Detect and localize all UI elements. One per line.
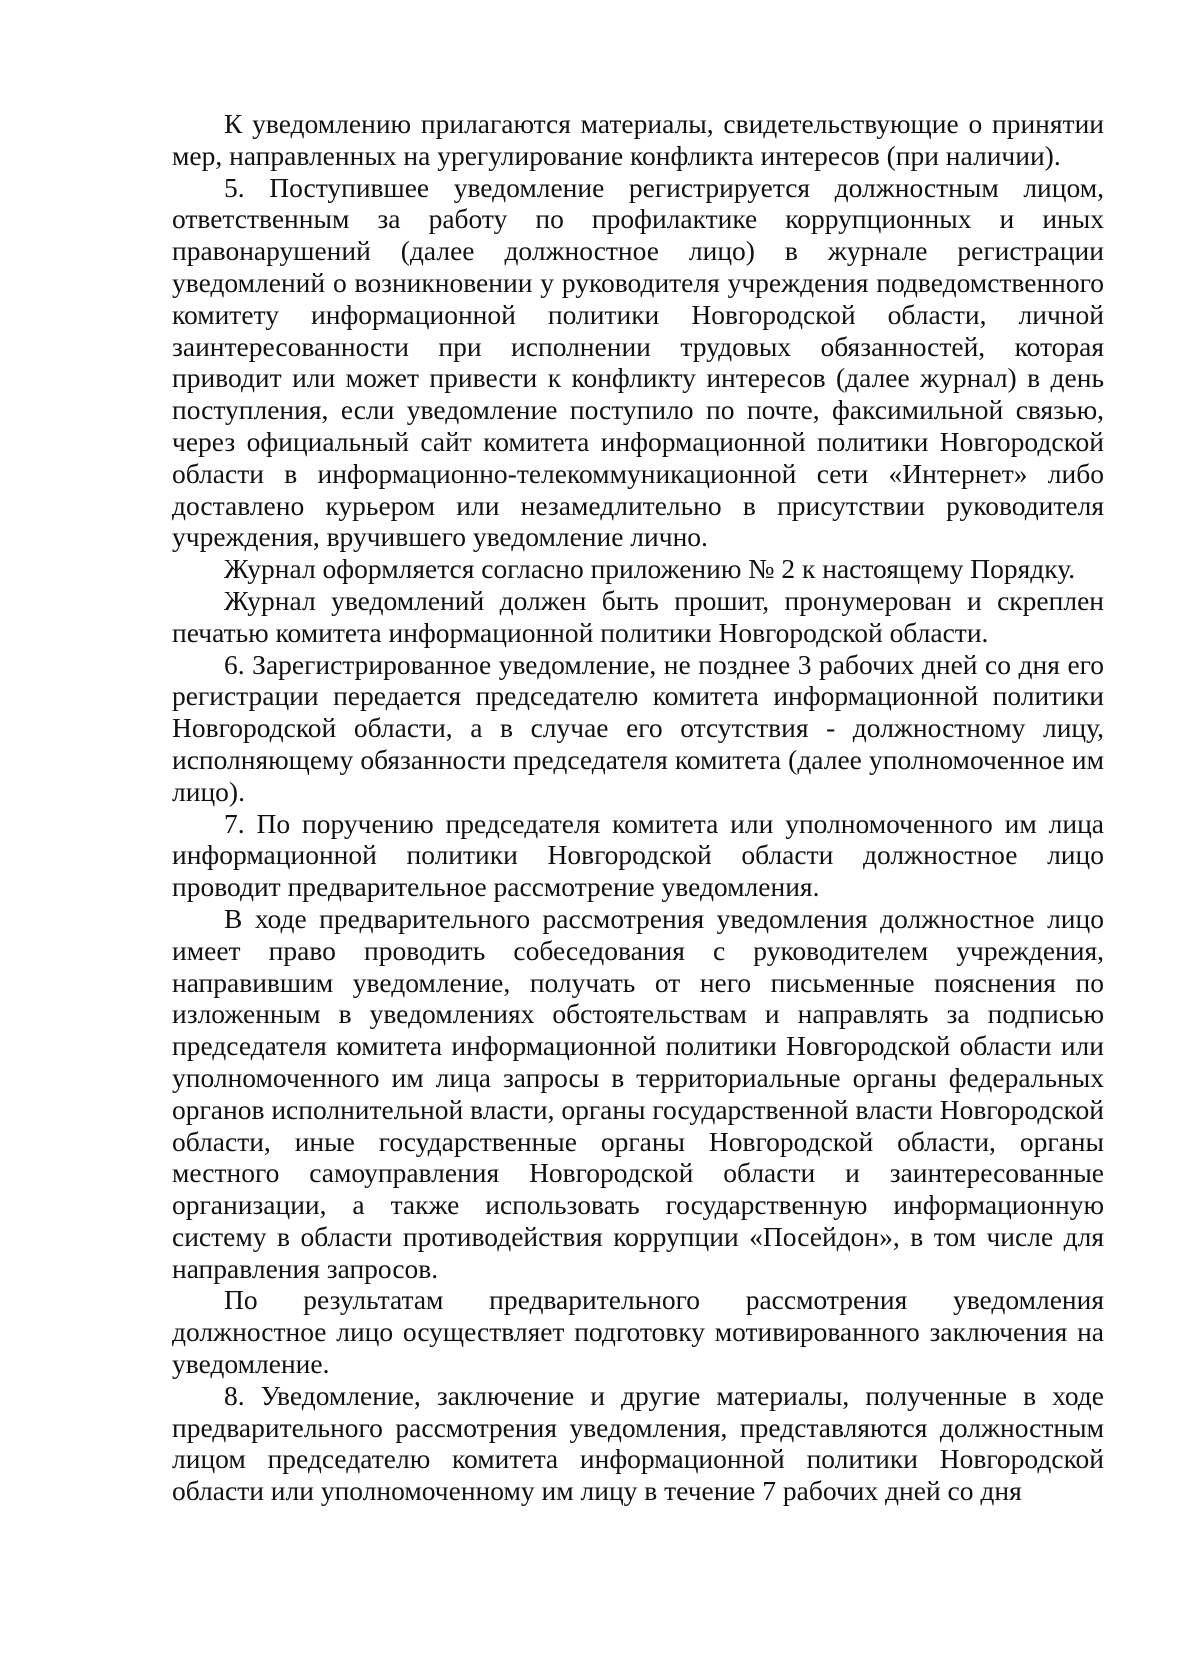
paragraph-journal-binding: Журнал уведомлений должен быть прошит, пронумерован и скреплен печатью комитета информационной политики Новгородской области. [172, 584, 1104, 648]
paragraph-item-6: 6. Зарегистрированное уведомление, не позднее 3 рабочих дней со дня его регистрации передается председателю комитета информационной политики Новгородской области, а в случае его отсутствия - должностному лицу, исполняющему обязанности председателя комитета (далее уполномоченное им лицо). [172, 648, 1104, 807]
paragraph-item-7: 7. По поручению председателя комитета или уполномоченного им лица информационной политики Новгородской области должностное лицо проводит предварительное рассмотрение уведомления. [172, 807, 1104, 903]
document-body [172, 108, 1104, 1507]
paragraph-journal-form: Журнал оформляется согласно приложению № 2 к настоящему Порядку. [224, 553, 1076, 585]
paragraph-preliminary-review: В ходе предварительного рассмотрения уведомления должностное лицо имеет право проводить собеседования с руководителем учреждения, направившим уведомление, получать от него письменные пояснения по изложенным в уведомлениях обстоятельствам и направлять за подписью председателя комитета информационной политики Новгородской области или уполномоченного им лица запросы в территориальные органы федеральных органов исполнительной власти, органы государственной власти Новгородской области, иные государственные органы Новгородской области, органы местного самоуправления Новгородской области и заинтересованные организации, а также использовать государственную информационную систему в области противодействия коррупции «Посейдон», в том числе для направления запросов. [172, 902, 1104, 1284]
paragraph-item-8: 8. Уведомление, заключение и другие материалы, полученные в ходе предварительного рассмотрения уведомления, представляются должностным лицом председателю комитета информационной политики Новгородской области или уполномоченному им лицу в течение 7 рабочих дней со дня [172, 1379, 1104, 1507]
paragraph-item-5: 5. Поступившее уведомление регистрируется должностным лицом, ответственным за работу по профилактике коррупционных и иных правонарушений (далее должностное лицо) в журнале регистрации уведомлений о возникновении у руководителя учреждения подведомственного комитету информационной политики Новгородской области, личной заинтересованности при исполнении трудовых обязанностей, которая приводит или может привести к конфликту интересов (далее журнал) в день поступления, если уведомление поступило по почте, факсимильной связью, через официальный сайт комитета информационной политики Новгородской области в информационно-телекоммуникационной сети «Интернет» либо доставлено курьером или незамедлительно в присутствии руководителя учреждения, вручившего уведомление лично. [172, 171, 1104, 553]
paragraph-attachments: К уведомлению прилагаются материалы, свидетельствующие о принятии мер, направленных на урегулирование конфликта интересов (при наличии). [172, 108, 1104, 171]
paragraph-review-results: По результатам предварительного рассмотрения уведомления должностное лицо осуществляет подготовку мотивированного заключения на уведомление. [172, 1284, 1104, 1380]
